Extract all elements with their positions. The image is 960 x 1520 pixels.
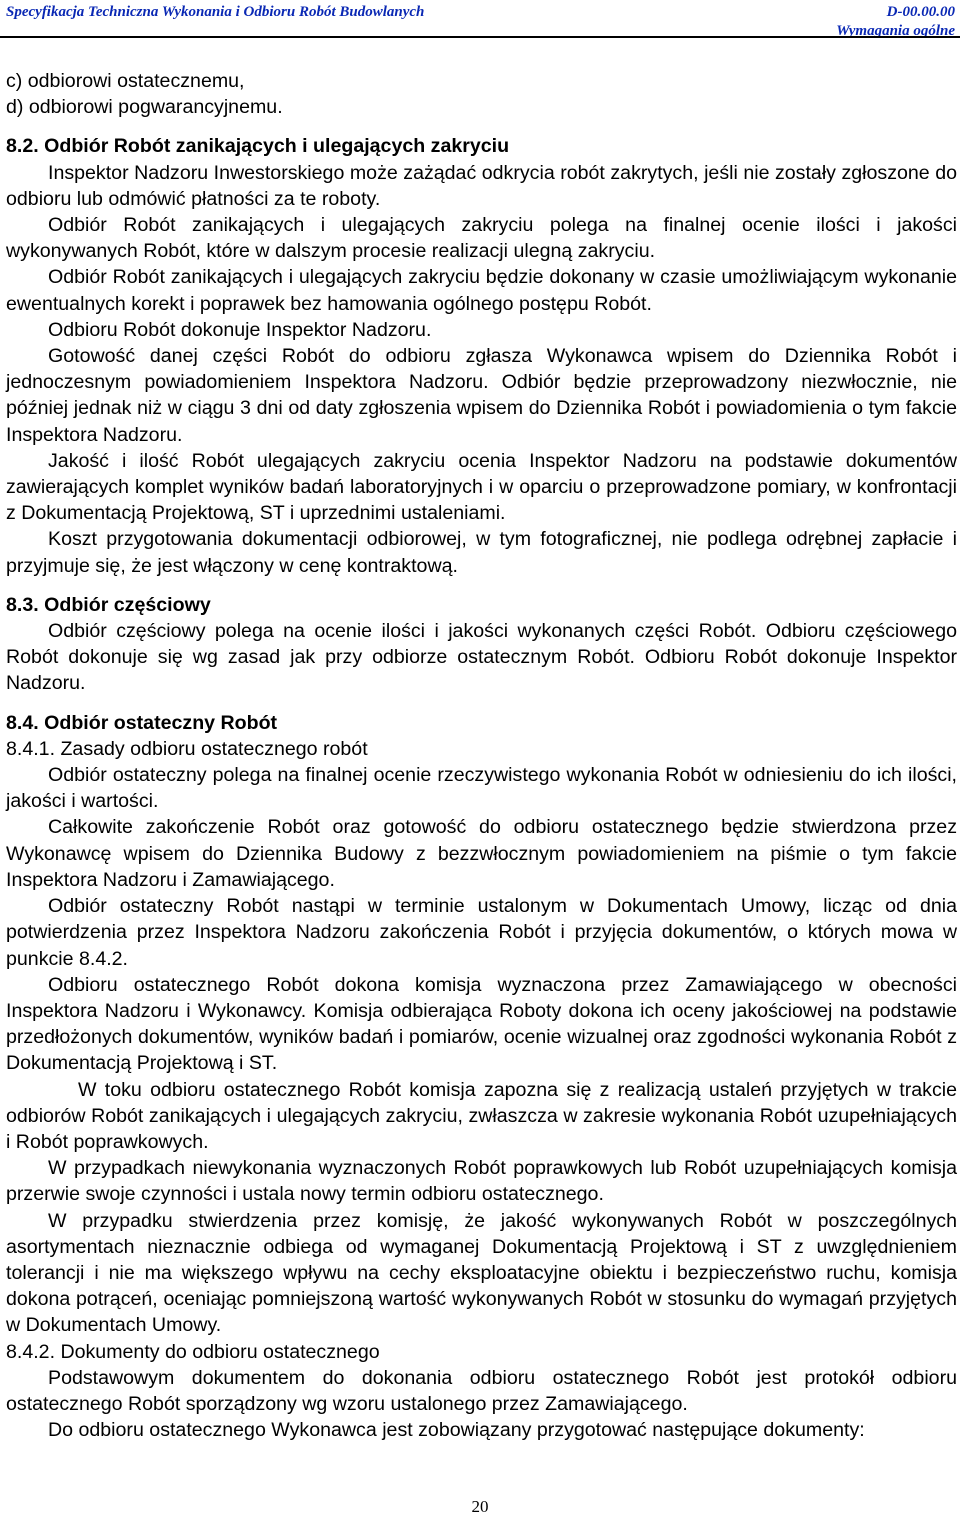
paragraph: W przypadkach niewykonania wyznaczonych Robót poprawkowych lub Robót uzupełniających komisja przerwie swoje czynności i ustala nowy termin odbioru ostatecznego. — [6, 1157, 957, 1206]
paragraph: W toku odbioru ostatecznego Robót komisja zapozna się z realizacją ustaleń przyjętych w trakcie odbiorów Robót zanikających i ulegających zakryciu, zwłaszcza w zakresie wykonania Robót uzupełniających i Robót poprawkowych. — [6, 1078, 957, 1153]
paragraph: Odbiór Robót zanikających i ulegających zakryciu będzie dokonany w czasie umożliwiającym wykonanie ewentualnych korekt i poprawek bez hamowania ogólnego postępu Robót. — [6, 266, 957, 315]
list-item-d: d) odbiorowi pogwarancyjnemu. — [6, 96, 283, 119]
header-divider — [0, 36, 960, 38]
document-section-name: Wymagania ogólne — [836, 23, 955, 39]
document-code: D-00.00.00 — [886, 4, 955, 20]
paragraph: Jakość i ilość Robót ulegających zakryciu ocenia Inspektor Nadzoru na podstawie dokumentów zawierających komplet wyników badań laboratoryjnych i w oparciu o przeprowadzone pomiary, w konfrontacji z Dokumentacją Projektową, ST i uprzednimi ustaleniami. — [6, 449, 957, 525]
page-number: 20 — [471, 1497, 489, 1516]
paragraph: Odbiór ostateczny polega na finalnej ocenie rzeczywistego wykonania Robót w odniesieniu do ich ilości, jakości i wartości. — [6, 764, 957, 813]
document-title: Specyfikacja Techniczna Wykonania i Odbioru Robót Budowlanych — [6, 4, 425, 20]
section-8-4-2-heading: 8.4.2. Dokumenty do odbioru ostatecznego — [6, 1340, 380, 1363]
paragraph: W przypadku stwierdzenia przez komisję, że jakość wykonywanych Robót w poszczególnych asortymentach nieznacznie odbiega od wymaganej Dokumentacją Projektową i ST z uwzględnieniem tolerancji i nie ma większego wpływu na cechy eksploatacyjne obiektu i bezpieczeństwo ruchu, komisja dokona potrąceń, oceniając pomniejszoną wartość wykonywanych Robót w stosunku do wymagań przyjętych w Dokumentach Umowy. — [6, 1209, 957, 1337]
paragraph: Odbiór częściowy polega na ocenie ilości i jakości wykonanych części Robót. Odbioru częściowego Robót dokonuje się wg zasad jak przy odbiorze ostatecznym Robót. Odbioru Robót dokonuje Inspektor Nadzoru. — [6, 620, 957, 695]
document-body — [6, 68, 957, 1443]
paragraph: Podstawowym dokumentem do dokonania odbioru ostatecznego Robót jest protokół odbioru ostatecznego Robót sporządzony wg wzoru ustalonego przez Zamawiającego. — [6, 1366, 957, 1415]
list-item-c: c) odbiorowi ostatecznemu, — [6, 70, 245, 92]
paragraph: Gotowość danej części Robót do odbioru zgłasza Wykonawca wpisem do Dziennika Robót i jednoczesnym powiadomieniem Inspektora Nadzoru. Odbiór będzie przeprowadzony niezwłocznie, nie później jednak niż w ciągu 3 dni od daty zgłoszenia wpisem do Dziennika Robót i powiadomienia o tym fakcie Inspektora Nadzoru. — [6, 345, 957, 446]
section-8-4-heading: 8.4. Odbiór ostateczny Robót — [6, 711, 278, 734]
section-8-3-heading: 8.3. Odbiór częściowy — [6, 593, 211, 616]
paragraph: Odbioru ostatecznego Robót dokona komisja wyznaczona przez Zamawiającego w obecności Inspektora Nadzoru i Wykonawcy. Komisja odbierająca Roboty dokona ich oceny jakościowej na podstawie przedłożonych dokumentów, wyników badań i pomiarów, ocenie wizualnej oraz zgodności wykonania Robót z Dokumentacją Projektową i ST. — [6, 973, 957, 1075]
paragraph: Odbiór Robót zanikających i ulegających zakryciu polega na finalnej ocenie ilości i jakości wykonywanych Robót, które w dalszym procesie realizacji ulegną zakryciu. — [6, 214, 957, 263]
section-8-2-heading: 8.2. Odbiór Robót zanikających i ulegających zakryciu — [6, 135, 510, 158]
paragraph: Odbioru Robót dokonuje Inspektor Nadzoru. — [48, 318, 432, 341]
paragraph: Odbiór ostateczny Robót nastąpi w terminie ustalonym w Dokumentach Umowy, licząc od dnia potwierdzenia przez Inspektora Nadzoru zakończenia Robót i przyjęcia dokumentów, o których mowa w punkcie 8.4.2. — [6, 895, 957, 970]
paragraph: Koszt przygotowania dokumentacji odbiorowej, w tym fotograficznej, nie podlega odrębnej zapłacie i przyjmuje się, że jest włączony w cenę kontraktową. — [6, 528, 957, 577]
paragraph: Inspektor Nadzoru Inwestorskiego może zażądać odkrycia robót zakrytych, jeśli nie zostały zgłoszone do odbioru lub odmówić płatności za te roboty. — [6, 161, 957, 210]
paragraph: Do odbioru ostatecznego Wykonawca jest zobowiązany przygotować następujące dokumenty: — [48, 1419, 865, 1442]
section-8-4-1-heading: 8.4.1. Zasady odbioru ostatecznego robót — [6, 737, 368, 760]
paragraph: Całkowite zakończenie Robót oraz gotowość do odbioru ostatecznego będzie stwierdzona przez Wykonawcę wpisem do Dziennika Budowy z bezzwłocznym powiadomieniem na piśmie o tym fakcie Inspektora Nadzoru i Zamawiającego. — [6, 816, 957, 891]
page-header — [0, 0, 960, 40]
